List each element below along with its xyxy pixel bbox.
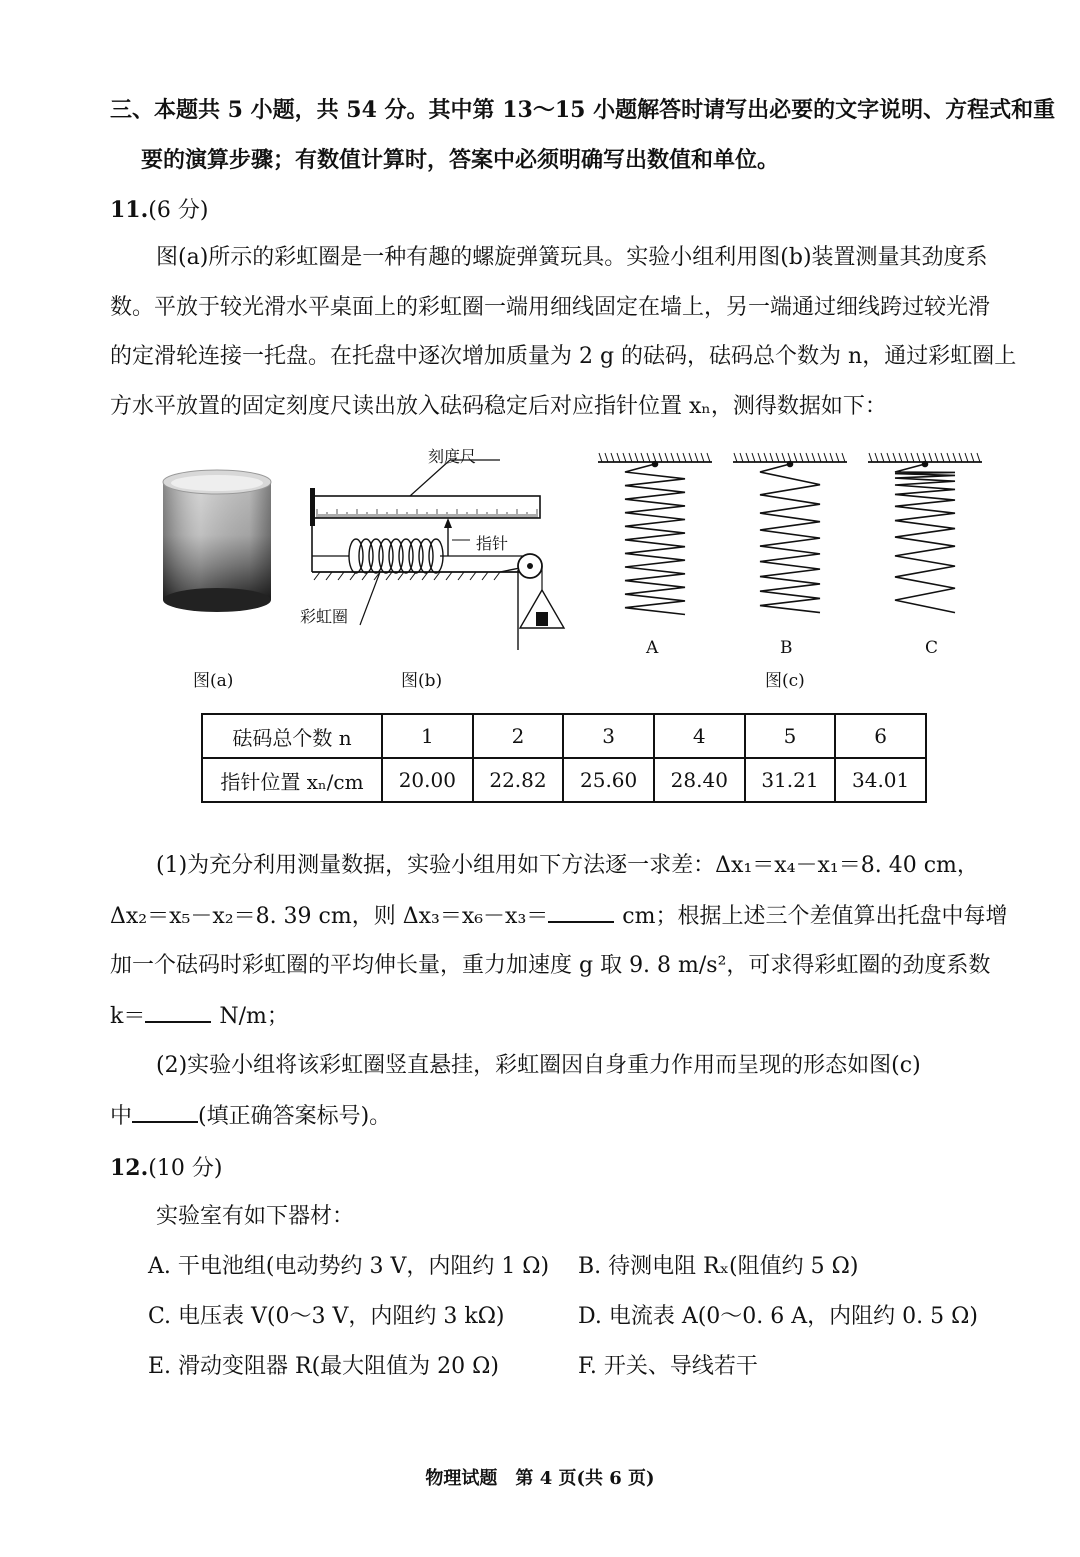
equipment-item-b: B. 待测电阻 Rₓ(阻值约 5 Ω) bbox=[578, 1254, 859, 1279]
equipment-item-a: A. 干电池组(电动势约 3 V，内阻约 1 Ω) bbox=[148, 1254, 550, 1279]
table-header-x: 指针位置 xₙ/cm bbox=[202, 758, 382, 802]
table-cell: 5 bbox=[745, 714, 836, 758]
equipment-item-c: C. 电压表 V(0～3 V，内阻约 3 kΩ) bbox=[148, 1304, 505, 1329]
pointer-label: 指针 bbox=[476, 534, 509, 553]
question-11-para-1: 图(a)所示的彩虹圈是一种有趣的螺旋弹簧玩具。实验小组利用图(b)装置测量其劲度系 bbox=[156, 245, 988, 270]
table-row bbox=[202, 714, 926, 758]
table-cell: 31.21 bbox=[745, 758, 836, 802]
option-c-label: C bbox=[925, 638, 939, 658]
table-cell: 25.60 bbox=[563, 758, 654, 802]
measurement-table bbox=[201, 713, 927, 803]
subquestion-1-line-3: 加一个砝码时彩虹圈的平均伸长量，重力加速度 g 取 9. 8 m/s²，可求得彩虹圈的劲度系数 bbox=[110, 953, 991, 978]
answer-blank-figure-c[interactable] bbox=[132, 1101, 198, 1123]
question-11-heading bbox=[110, 195, 208, 226]
option-b-label: B bbox=[780, 638, 793, 658]
question-11-para-2: 数。平放于较光滑水平桌面上的彩虹圈一端用细线固定在墙上，另一端通过细线跨过较光滑 bbox=[110, 295, 991, 320]
table-cell: 34.01 bbox=[835, 758, 926, 802]
question-number: 12. bbox=[110, 1155, 149, 1181]
table-cell: 20.00 bbox=[382, 758, 473, 802]
table-cell: 1 bbox=[382, 714, 473, 758]
answer-blank-k[interactable] bbox=[145, 1001, 211, 1023]
table-cell: 6 bbox=[835, 714, 926, 758]
table-row bbox=[202, 758, 926, 802]
text-segment: N/m； bbox=[219, 1004, 289, 1029]
subquestion-2-line-2 bbox=[110, 1101, 391, 1132]
text-segment: cm；根据上述三个差值算出托盘中每增 bbox=[622, 904, 1008, 929]
ruler-label: 刻度尺 bbox=[428, 447, 477, 466]
section-instruction-line1: 三、本题共 5 小题，共 54 分。其中第 13～15 小题解答时请写出必要的文字说明、方程式和重 bbox=[110, 97, 1056, 123]
table-cell: 4 bbox=[654, 714, 745, 758]
section-instruction-line2: 要的演算步骤；有数值计算时，答案中必须明确写出数值和单位。 bbox=[141, 147, 780, 173]
question-11-para-4: 方水平放置的固定刻度尺读出放入砝码稳定后对应指针位置 xₙ，测得数据如下： bbox=[110, 394, 887, 419]
text-segment: 中 bbox=[110, 1104, 133, 1129]
coil-label: 彩虹圈 bbox=[300, 607, 349, 626]
table-cell: 2 bbox=[473, 714, 564, 758]
question-12-intro: 实验室有如下器材： bbox=[156, 1204, 355, 1229]
text-segment: Δx₂＝x₅－x₂＝8. 39 cm，则 Δx₃＝x₆－x₃＝ bbox=[110, 904, 549, 929]
equipment-item-e: E. 滑动变阻器 R(最大阻值为 20 Ω) bbox=[148, 1354, 499, 1379]
question-11-para-3: 的定滑轮连接一托盘。在托盘中逐次增加质量为 2 g 的砝码，砝码总个数为 n，通过彩虹圈上 bbox=[110, 344, 1017, 369]
question-points: (10 分) bbox=[148, 1156, 223, 1181]
subquestion-2-line-1: (2)实验小组将该彩虹圈竖直悬挂，彩虹圈因自身重力作用而呈现的形态如图(c) bbox=[156, 1053, 921, 1078]
table-header-n: 砝码总个数 n bbox=[202, 714, 382, 758]
table-cell: 22.82 bbox=[473, 758, 564, 802]
horizontal-coil bbox=[348, 539, 443, 573]
hanging-coils-diagram bbox=[590, 448, 990, 628]
question-12-heading bbox=[110, 1153, 222, 1184]
text-segment: k＝ bbox=[110, 1004, 146, 1029]
subquestion-1-line-1: (1)为充分利用测量数据，实验小组用如下方法逐一求差：Δx₁＝x₄－x₁＝8. 40 cm， bbox=[156, 853, 979, 878]
equipment-item-d: D. 电流表 A(0～0. 6 A，内阻约 0. 5 Ω) bbox=[578, 1304, 978, 1329]
caption-figure-b: 图(b) bbox=[401, 671, 443, 691]
text-segment: (填正确答案标号)。 bbox=[198, 1104, 392, 1129]
question-number: 11. bbox=[110, 197, 149, 223]
rainbow-coil-photo bbox=[158, 468, 278, 618]
subquestion-1-line-4 bbox=[110, 1001, 289, 1032]
caption-figure-c: 图(c) bbox=[765, 671, 805, 691]
caption-figure-a: 图(a) bbox=[193, 671, 234, 691]
answer-blank-delta-x3[interactable] bbox=[548, 901, 614, 923]
question-points: (6 分) bbox=[148, 198, 209, 223]
table-cell: 3 bbox=[563, 714, 654, 758]
hanging-coils bbox=[598, 453, 982, 615]
table-cell: 28.40 bbox=[654, 758, 745, 802]
equipment-item-f: F. 开关、导线若干 bbox=[578, 1354, 758, 1379]
option-a-label: A bbox=[646, 638, 659, 658]
apparatus-diagram bbox=[290, 440, 580, 660]
subquestion-1-line-2 bbox=[110, 901, 1007, 932]
page-footer: 物理试题 第 4 页(共 6 页) bbox=[425, 1468, 655, 1489]
